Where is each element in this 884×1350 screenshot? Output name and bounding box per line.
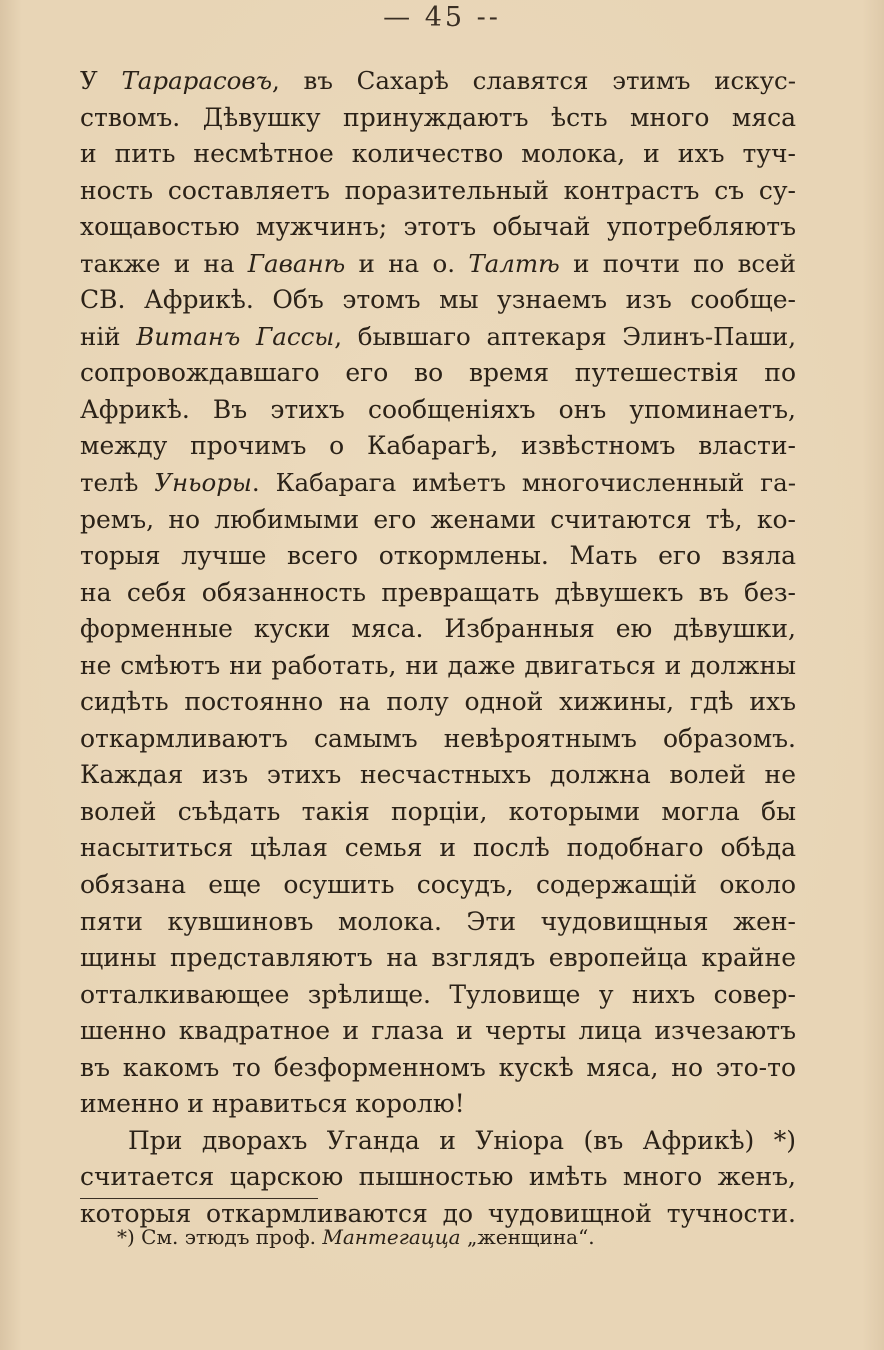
text-segment: ремъ, но любимыми его женами считаются тѣ, ко-	[80, 504, 796, 534]
text-segment: щины представляютъ на взглядъ европейца крайне	[80, 943, 796, 973]
text-line	[80, 867, 796, 904]
text-line	[80, 611, 796, 648]
text-segment: между прочимъ о Кабарагѣ, извѣстномъ власти-	[80, 431, 796, 461]
text-segment: которыя откармливаются до чудовищной тучности.	[80, 1198, 796, 1228]
text-line	[80, 209, 796, 246]
text-line	[80, 63, 796, 100]
text-line	[80, 173, 796, 210]
text-line	[80, 904, 796, 941]
text-segment: сидѣть постоянно на полу одной хижины, гдѣ ихъ	[80, 687, 796, 717]
text-segment: волей съѣдать такія порціи, которыми могла бы	[80, 796, 796, 826]
text-segment: , въ Сахарѣ славятся этимъ искус-	[272, 66, 796, 95]
text-line	[80, 465, 796, 502]
text-segment: и почти по всей	[559, 248, 796, 278]
text-segment: торыя лучше всего откормлены. Мать его взяла	[80, 541, 796, 571]
italic-name: Талтѣ	[468, 248, 560, 278]
footnote-suffix: „женщина“.	[460, 1225, 595, 1249]
text-segment: ствомъ. Дѣвушку принуждаютъ ѣсть много мяса	[80, 102, 796, 132]
footnote-author: Мантегацца	[322, 1225, 461, 1249]
footnote-prefix: *) См. этюдъ проф.	[117, 1225, 323, 1249]
text-line	[80, 684, 796, 721]
text-segment: Каждая изъ этихъ несчастныхъ должна волей не	[80, 760, 796, 790]
text-line	[80, 721, 796, 758]
body-text	[80, 63, 796, 1233]
text-line	[80, 392, 796, 429]
text-segment: откармливаютъ самымъ невѣроятнымъ образомъ.	[80, 723, 796, 753]
text-segment: считается царскою пышностью имѣть много женъ,	[80, 1162, 796, 1192]
italic-name: Гаванѣ	[247, 248, 346, 278]
text-segment: СВ. Африкѣ. Объ этомъ мы узнаемъ изъ сообще-	[80, 285, 796, 315]
text-segment: обязана еще осушить сосудъ, содержащій около	[80, 870, 796, 900]
text-line	[80, 136, 796, 173]
text-line	[80, 1159, 796, 1196]
text-segment: телѣ	[80, 468, 155, 498]
text-line	[80, 940, 796, 977]
text-segment: въ какомъ то безформенномъ кускѣ мяса, но это-то	[80, 1052, 796, 1082]
text-segment: и на о.	[345, 248, 469, 278]
italic-name: Тарарасовъ	[121, 66, 273, 95]
text-segment: отталкивающее зрѣлище. Туловище у нихъ совер-	[80, 979, 796, 1009]
text-line	[80, 319, 796, 356]
text-segment: именно и нравиться королю!	[80, 1089, 465, 1119]
text-segment: У	[80, 66, 122, 95]
text-segment: Африкѣ. Въ этихъ сообщеніяхъ онъ упоминаетъ,	[80, 394, 796, 424]
text-segment: При дворахъ Уганда и Уніора (въ Африкѣ) *)	[128, 1125, 796, 1155]
italic-name: Уньоры	[154, 468, 252, 498]
text-segment: сопровождавшаго его во время путешествія по	[80, 358, 796, 388]
text-segment: форменные куски мяса. Избранныя ею дѣвушки,	[80, 614, 796, 644]
text-line	[80, 977, 796, 1014]
text-segment: также и на	[80, 248, 248, 278]
text-line	[80, 538, 796, 575]
text-line	[80, 502, 796, 539]
text-line	[80, 246, 796, 283]
text-segment: насытиться цѣлая семья и послѣ подобнаго обѣда	[80, 833, 796, 863]
text-line	[80, 757, 796, 794]
text-segment: , бывшаго аптекаря Элинъ-Паши,	[334, 321, 796, 351]
text-line	[80, 1123, 796, 1160]
text-segment: шенно квадратное и глаза и черты лица изчезаютъ	[80, 1016, 796, 1046]
text-line	[80, 648, 796, 685]
footnote	[117, 1222, 595, 1252]
text-line	[80, 1050, 796, 1087]
text-line	[80, 1013, 796, 1050]
text-segment: пяти кувшиновъ молока. Эти чудовищныя жен-	[80, 906, 796, 936]
text-segment: ность составляетъ поразительный контрастъ съ су-	[80, 175, 796, 205]
text-segment: на себя обязанность превращать дѣвушекъ въ без-	[80, 577, 796, 607]
text-segment: ній	[80, 321, 137, 351]
text-line	[80, 1086, 796, 1123]
text-line	[80, 794, 796, 831]
text-line	[80, 100, 796, 137]
text-line	[80, 282, 796, 319]
text-segment: и пить несмѣтное количество молока, и ихъ туч-	[80, 139, 796, 169]
text-line	[80, 428, 796, 465]
text-segment: не смѣютъ ни работать, ни даже двигаться и должны	[80, 650, 796, 680]
italic-name: Витанъ Гассы	[136, 321, 335, 351]
text-line	[80, 830, 796, 867]
page-number: — 45 --	[383, 2, 501, 33]
text-line	[80, 355, 796, 392]
text-line	[80, 575, 796, 612]
text-segment: . Кабарага имѣетъ многочисленный га-	[251, 468, 796, 498]
text-segment: хощавостью мужчинъ; этотъ обычай употребляютъ	[80, 212, 796, 242]
footnote-divider	[80, 1198, 318, 1199]
